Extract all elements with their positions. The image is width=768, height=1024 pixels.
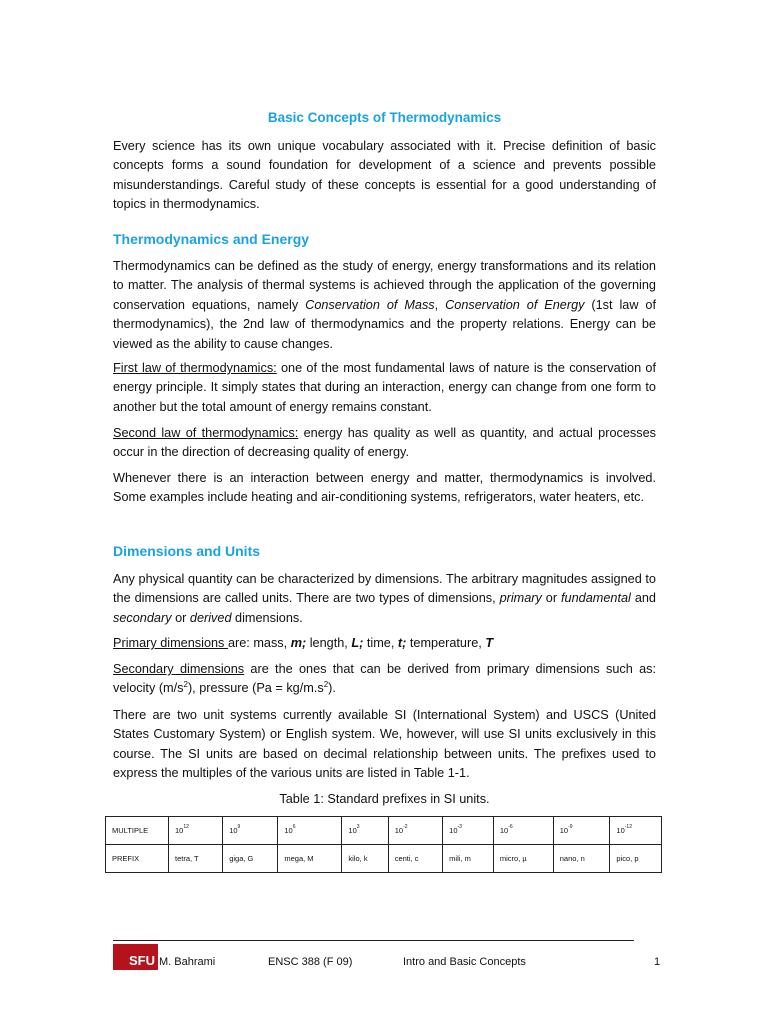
multiple-cell: $10^{-6}$ bbox=[493, 817, 553, 845]
primary-dimensions-label: Primary dimensions bbox=[113, 636, 228, 650]
section-heading-dimensions-units: Dimensions and Units bbox=[113, 543, 261, 559]
prefix-cell: micro, µ bbox=[493, 845, 553, 873]
prefix-cell: nano, n bbox=[553, 845, 610, 873]
secondary-dimensions-label: Secondary dimensions bbox=[113, 662, 245, 676]
prefix-cell: kilo, k bbox=[342, 845, 388, 873]
secondary-dimensions-paragraph: Secondary dimensions are the ones that can be derived from primary dimensions such as: velocity $(m/s^2)$, pressure $(Pa = kg/m.s^2)$. bbox=[113, 662, 656, 696]
footer-topic: Intro and Basic Concepts bbox=[403, 956, 526, 968]
thermo-definition-paragraph: Thermodynamics can be defined as the study of energy, energy transformations and its relation to matter. The analysis of thermal systems is achieved through the application of the governing conservation equations, namely Conservation of Mass, Conservation of Energy (1st law of thermodynamics), the 2nd law of thermodynamics and the property relations. Energy can be viewed as the ability to cause changes. bbox=[113, 259, 657, 351]
intro-paragraph: Every science has its own unique vocabulary associated with it. Precise definition of basic concepts forms a sound foundation for development of a science and prevents possible misunderstandings. Careful study of these concepts is essential for a good understanding of topics in thermodynamics. bbox=[113, 139, 656, 212]
unit-systems-paragraph: There are two unit systems currently available SI (International System) and USCS (United States Customary System) or English system. We, however, will use SI units exclusively in this course. The SI units are based on decimal relationship between units. The prefixes used to express the multiples of the various units are listed in Table 1-1. bbox=[113, 708, 656, 781]
multiple-cell: $10^{-3}$ bbox=[443, 817, 494, 845]
second-law-paragraph: Second law of thermodynamics: energy has quality as well as quantity, and actual processes occur in the direction of decreasing quality of energy. bbox=[113, 426, 657, 460]
multiple-cell: $10^9$ bbox=[223, 817, 278, 845]
first-law-label: First law of thermodynamics: bbox=[113, 361, 277, 375]
table-caption: Table 1: Standard prefixes in SI units. bbox=[279, 792, 490, 806]
multiple-cell: $10^6$ bbox=[278, 817, 342, 845]
second-law-label: Second law of thermodynamics: bbox=[113, 426, 299, 440]
first-law-paragraph: First law of thermodynamics: one of the most fundamental laws of nature is the conservation of energy principle. It simply states that during an interaction, energy can change from one form to another but the total amount of energy remains constant. bbox=[113, 361, 656, 414]
footer-divider bbox=[113, 940, 634, 941]
section-heading-thermodynamics-energy: Thermodynamics and Energy bbox=[113, 231, 310, 247]
examples-paragraph: Whenever there is an interaction between energy and matter, thermodynamics is involved. Some examples include heating and air-conditioning systems, refrigerators, water heaters, etc. bbox=[113, 471, 656, 505]
prefix-cell: giga, G bbox=[223, 845, 278, 873]
document-title: Basic Concepts of Thermodynamics bbox=[267, 110, 502, 125]
page-number: 1 bbox=[654, 956, 661, 968]
multiple-cell: $10^{-9}$ bbox=[553, 817, 610, 845]
prefix-cell: tetra, T bbox=[169, 845, 223, 873]
si-prefix-table bbox=[105, 816, 662, 873]
footer-course: ENSC 388 (F 09) bbox=[268, 956, 353, 968]
prefix-cell: pico, p bbox=[610, 845, 662, 873]
table-row-prefix bbox=[106, 845, 662, 873]
multiple-cell: $10^{-2}$ bbox=[388, 817, 442, 845]
footer-author: M. Bahrami bbox=[159, 956, 216, 968]
multiple-cell: $10^{12}$ bbox=[169, 817, 223, 845]
sfu-logo: SFU bbox=[113, 944, 158, 970]
dimensions-paragraph: Any physical quantity can be characterized by dimensions. The arbitrary magnitudes assigned to the dimensions are called units. There are two types of dimensions, primary or fundamental and secondary or derived dimensions. bbox=[113, 572, 656, 625]
prefix-cell: mega, M bbox=[278, 845, 342, 873]
prefix-cell: centi, c bbox=[388, 845, 442, 873]
row-label-multiple: MULTIPLE bbox=[106, 817, 169, 845]
table-row-multiple bbox=[106, 817, 662, 845]
primary-dimensions-paragraph: Primary dimensions are: mass, m; length, L; time, t; temperature, T bbox=[113, 636, 494, 650]
prefix-cell: mili, m bbox=[443, 845, 494, 873]
row-label-prefix: PREFIX bbox=[106, 845, 169, 873]
multiple-cell: $10^{-12}$ bbox=[610, 817, 662, 845]
multiple-cell: $10^3$ bbox=[342, 817, 388, 845]
